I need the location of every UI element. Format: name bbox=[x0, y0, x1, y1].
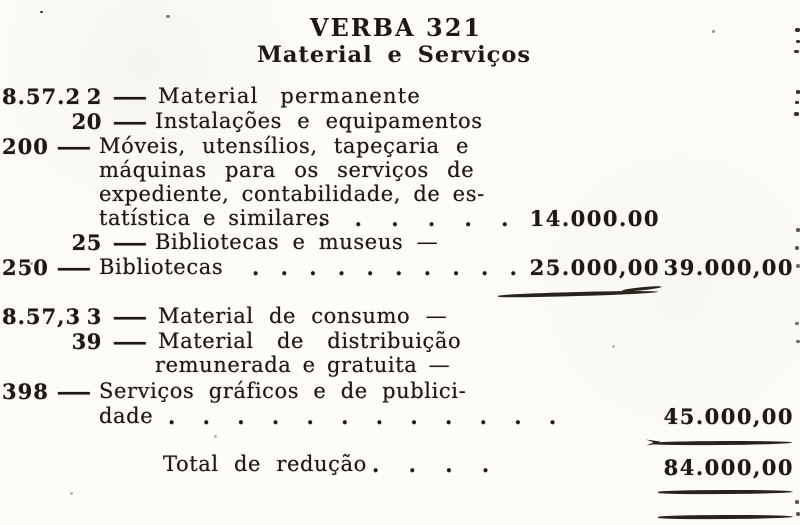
column-total-rule bbox=[652, 441, 792, 445]
entry-text: Serviços gráficos e de publici- bbox=[99, 379, 467, 403]
entry-text: expediente, contabilidade, de es- bbox=[99, 182, 485, 206]
scan-artifact bbox=[796, 228, 800, 232]
scan-artifact bbox=[796, 512, 800, 516]
scan-artifact bbox=[794, 112, 799, 116]
dot-leader: . . . . . . . . . . . . bbox=[168, 404, 557, 429]
entry-text: remunerada e gratuita — bbox=[155, 353, 451, 377]
entry-line bbox=[0, 206, 800, 231]
total-line bbox=[0, 452, 800, 480]
dash-separator: — bbox=[56, 255, 93, 280]
scan-artifact bbox=[796, 40, 800, 43]
document-subtitle: Material e Serviços bbox=[256, 42, 532, 68]
entry-code: 250 bbox=[2, 255, 49, 280]
dash-separator: — bbox=[112, 84, 149, 109]
dot-leader: . . . . bbox=[372, 452, 490, 477]
scan-artifact bbox=[166, 15, 170, 18]
entry-subcode: 25 bbox=[71, 230, 102, 255]
entry-code: 8.57.2 bbox=[2, 84, 82, 109]
entry-text: Material de consumo — bbox=[158, 304, 448, 328]
entry-subcode: 3 bbox=[86, 304, 102, 329]
entry-subcode: 39 bbox=[71, 329, 102, 354]
amount-col1: 14.000.00 bbox=[529, 206, 660, 231]
entry-text: Móveis, utensílios, tapeçaria e bbox=[99, 134, 469, 158]
amount-col1: 25.000,00 bbox=[529, 255, 660, 280]
scan-artifact bbox=[795, 322, 799, 325]
scan-artifact bbox=[712, 30, 715, 33]
entry-line bbox=[0, 109, 800, 134]
entry-line bbox=[0, 230, 800, 255]
entry-text: Material permanente bbox=[158, 84, 422, 108]
scan-artifact bbox=[795, 28, 800, 32]
scan-artifact bbox=[612, 345, 615, 348]
dash-separator: — bbox=[112, 230, 149, 255]
total-label: Total de redução bbox=[163, 452, 367, 476]
entry-line bbox=[0, 182, 800, 207]
entry-line bbox=[0, 134, 800, 159]
dash-separator: — bbox=[112, 329, 149, 354]
entry-text: Bibliotecas bbox=[99, 255, 224, 279]
entry-line bbox=[0, 84, 800, 109]
entry-subcode: 2 bbox=[86, 84, 102, 109]
entry-text: máquinas para os serviços de bbox=[99, 158, 475, 182]
scan-artifact bbox=[794, 50, 799, 53]
dash-separator: — bbox=[112, 304, 149, 329]
dash-separator: — bbox=[112, 109, 149, 134]
scan-artifact bbox=[795, 500, 799, 504]
grand-total-double-rule-bottom bbox=[658, 515, 793, 520]
entry-text: dade bbox=[99, 404, 154, 428]
scan-artifact bbox=[70, 492, 73, 495]
scan-artifact bbox=[40, 11, 43, 13]
entry-code: 200 bbox=[2, 134, 49, 159]
entry-line bbox=[0, 329, 800, 354]
amount-col2: 39.000,00 bbox=[663, 255, 794, 280]
dash-separator: — bbox=[56, 379, 93, 404]
dash-separator: — bbox=[56, 134, 93, 159]
entry-code: 8.57,3 bbox=[2, 304, 82, 329]
scan-artifact bbox=[214, 435, 217, 438]
entry-code: 398 bbox=[2, 379, 49, 404]
grand-total-double-rule-top bbox=[658, 490, 793, 495]
scan-artifact bbox=[30, 262, 33, 265]
entry-text: tatística e similares bbox=[99, 206, 331, 230]
subtotal-underline-rule bbox=[498, 290, 658, 298]
dot-leader: . . . . . . bbox=[318, 206, 509, 231]
scan-artifact bbox=[796, 264, 800, 268]
entry-line bbox=[0, 353, 800, 378]
dot-leader: . . . . . . . . . . bbox=[252, 255, 517, 280]
scan-artifact bbox=[796, 340, 800, 343]
entry-text: Bibliotecas e museus — bbox=[155, 230, 439, 254]
entry-text: Instalações e equipamentos bbox=[155, 109, 483, 133]
scan-artifact bbox=[795, 101, 799, 104]
entry-line bbox=[0, 304, 800, 329]
entry-subcode: 20 bbox=[71, 109, 102, 134]
document-title: VERBA 321 bbox=[309, 13, 483, 42]
amount-col2: 45.000,00 bbox=[663, 404, 794, 429]
entry-line bbox=[0, 379, 800, 404]
entry-line bbox=[0, 158, 800, 183]
entry-text: Material de distribuição bbox=[158, 329, 462, 353]
entry-line bbox=[0, 404, 800, 429]
scan-artifact bbox=[795, 246, 799, 250]
total-amount: 84.000,00 bbox=[663, 455, 794, 480]
entry-line bbox=[0, 255, 800, 280]
scan-artifact bbox=[796, 90, 800, 94]
